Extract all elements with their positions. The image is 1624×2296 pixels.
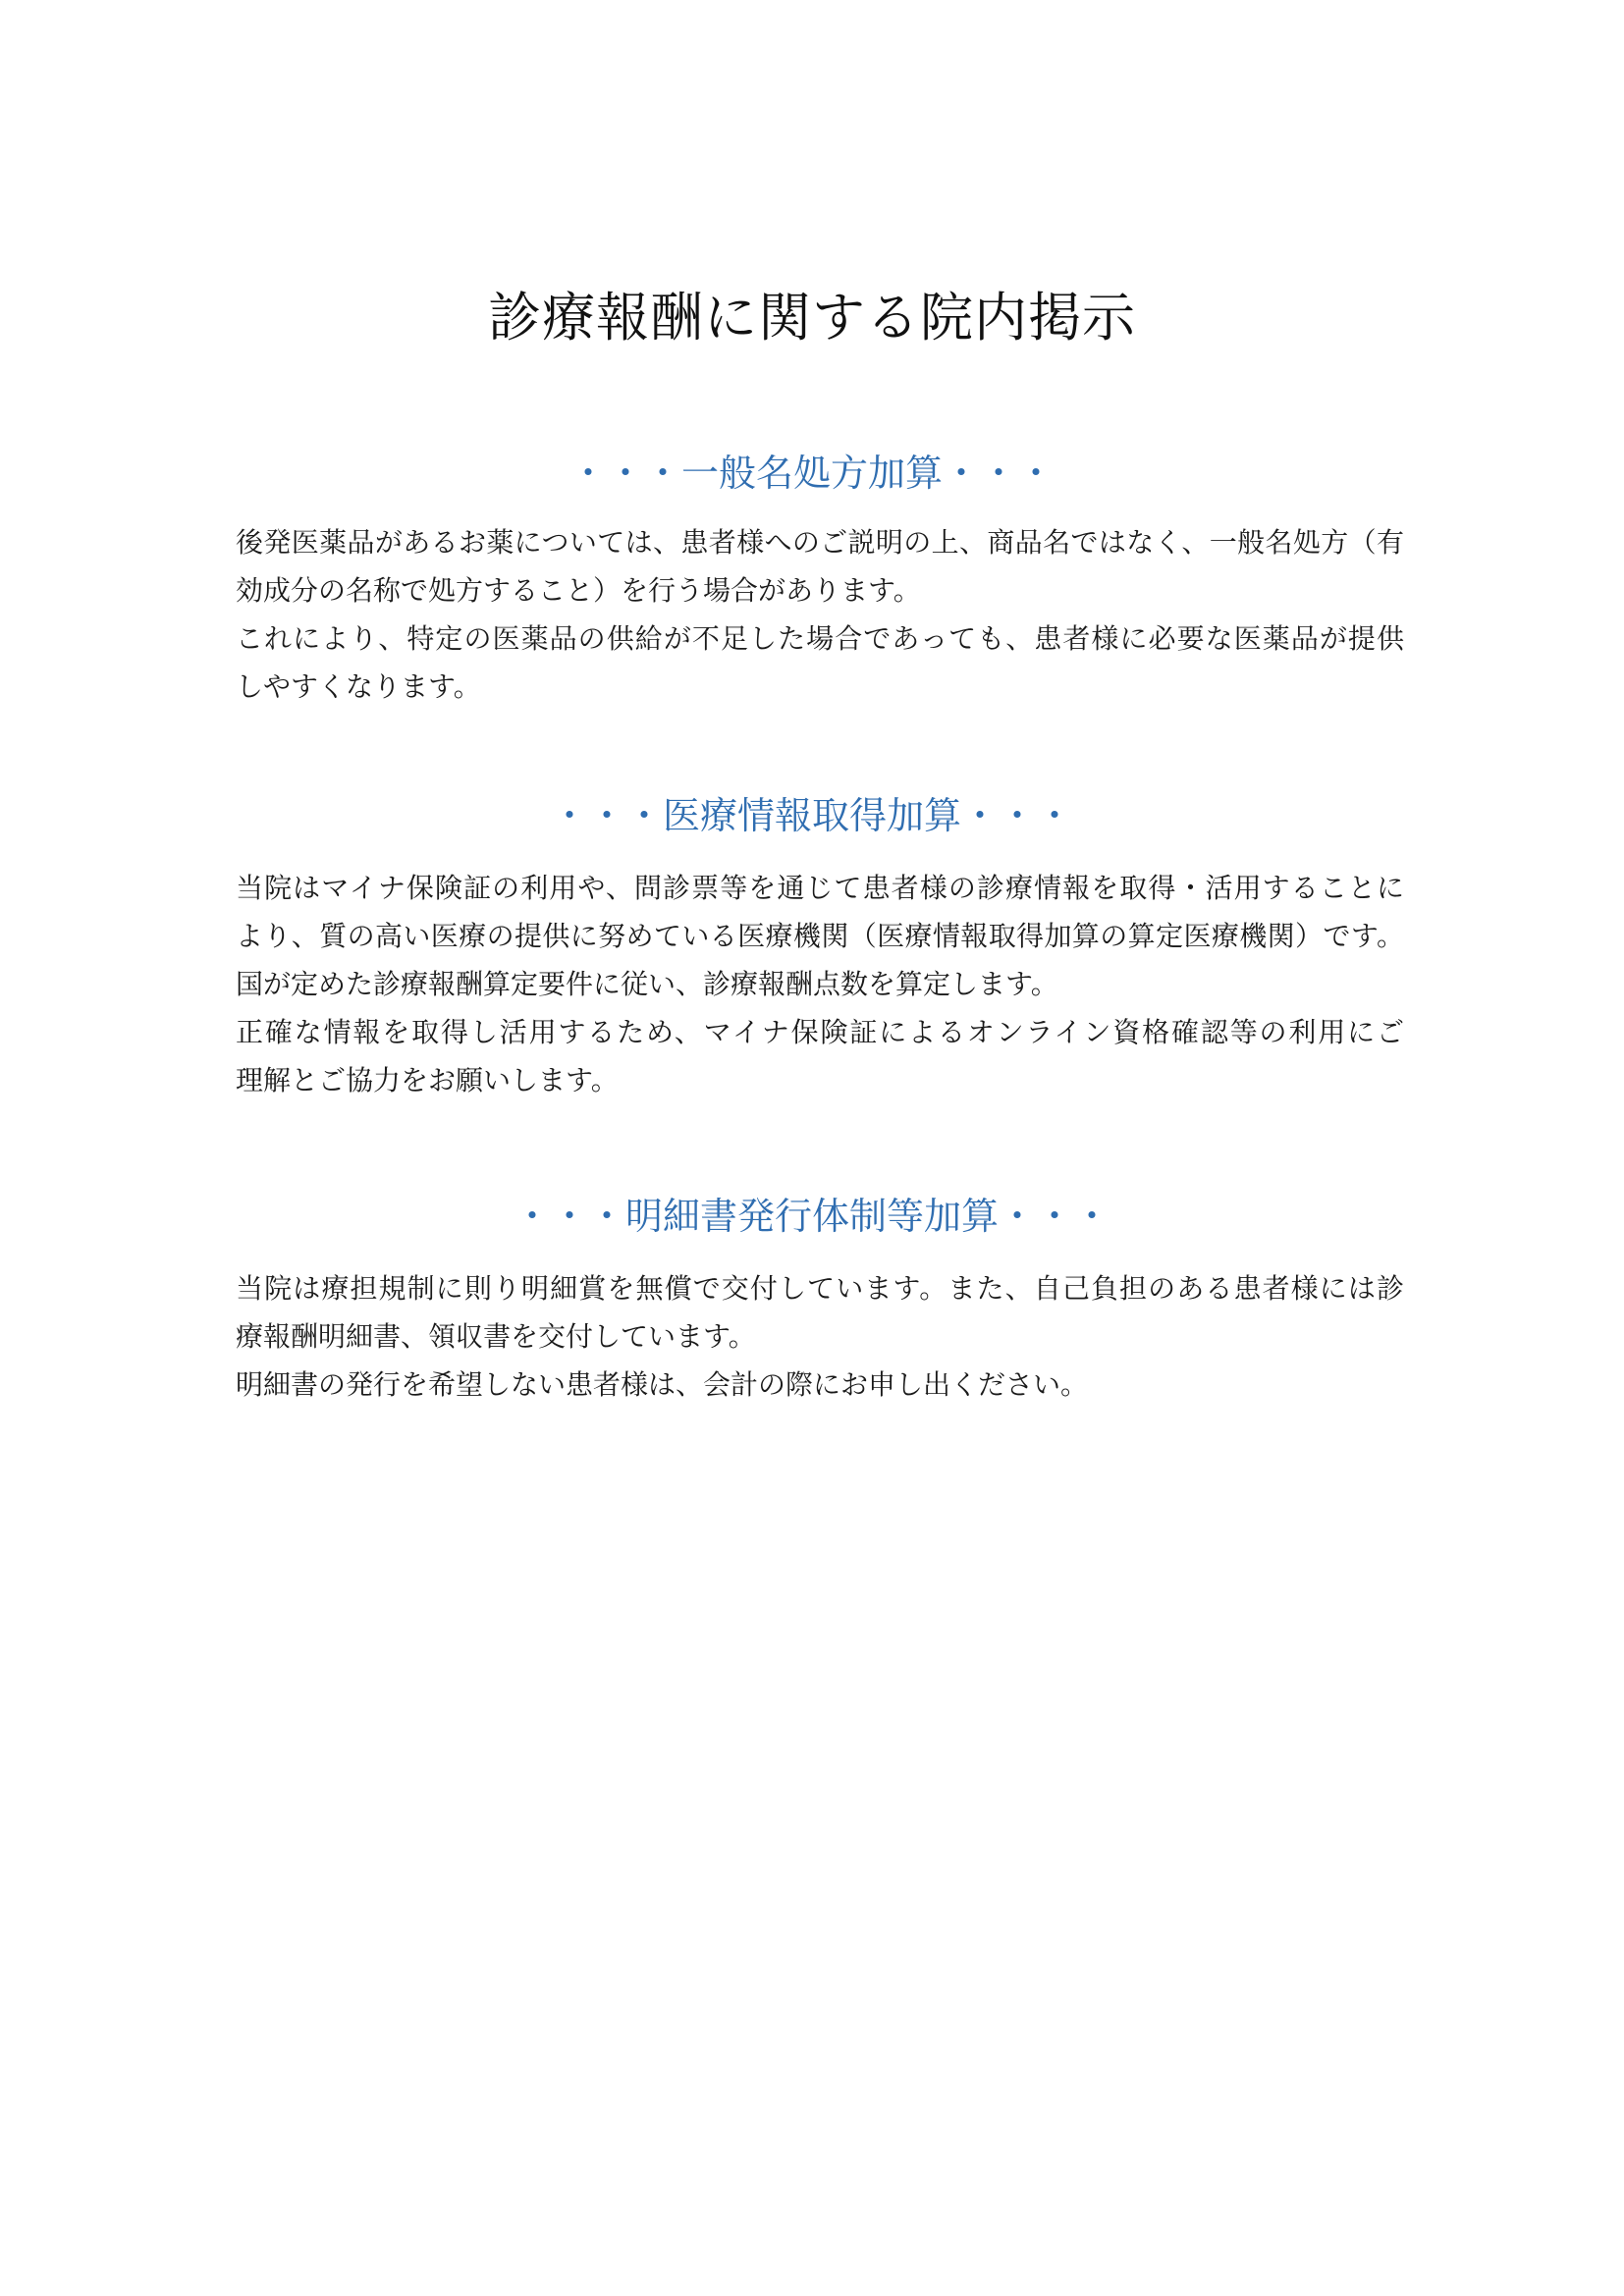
body-line: 当院は療担規制に則り明細賞を無償で交付しています。また、自己負担のある患者様には診 [236,1272,1404,1305]
body-line: より、質の高い医療の提供に努めている医療機関（医療情報取得加算の算定医療機関）です。 [236,920,1404,952]
body-line: しやすくなります。 [236,670,481,703]
body-line: 理解とご協力をお願いします。 [236,1064,619,1096]
section-body-itemized-statement [236,1264,1404,1409]
body-line: 明細書の発行を希望しない患者様は、会計の際にお申し出ください。 [236,1368,1089,1401]
body-line: 療報酬明細書、領収書を交付しています。 [236,1320,756,1353]
body-line: 当院はマイナ保険証の利用や、問診票等を通じて患者様の診療情報を取得・活用することに [236,872,1404,904]
section-body-medical-info [236,864,1404,1104]
page-title: 診療報酬に関する院内掲示 [488,287,1136,348]
body-line: 効成分の名称で処方すること）を行う場合があります。 [236,574,921,607]
body-line: 後発医薬品があるお薬については、患者様へのご説明の上、商品名ではなく、一般名処方（有 [236,526,1404,559]
body-line: 正確な情報を取得し活用するため、マイナ保険証によるオンライン資格確認等の利用にご [236,1016,1404,1048]
section-heading-itemized-statement: ・・・明細書発行体制等加算・・・ [513,1195,1110,1238]
section-heading-medical-info: ・・・医療情報取得加算・・・ [550,794,1073,837]
section-body-generic-prescription [236,518,1404,711]
section-heading-generic-prescription: ・・・一般名処方加算・・・ [568,452,1055,495]
body-line: これにより、特定の医薬品の供給が不足した場合であっても、患者様に必要な医薬品が提供 [236,622,1404,655]
body-line: 国が定めた診療報酬算定要件に従い、診療報酬点数を算定します。 [236,968,1058,1000]
